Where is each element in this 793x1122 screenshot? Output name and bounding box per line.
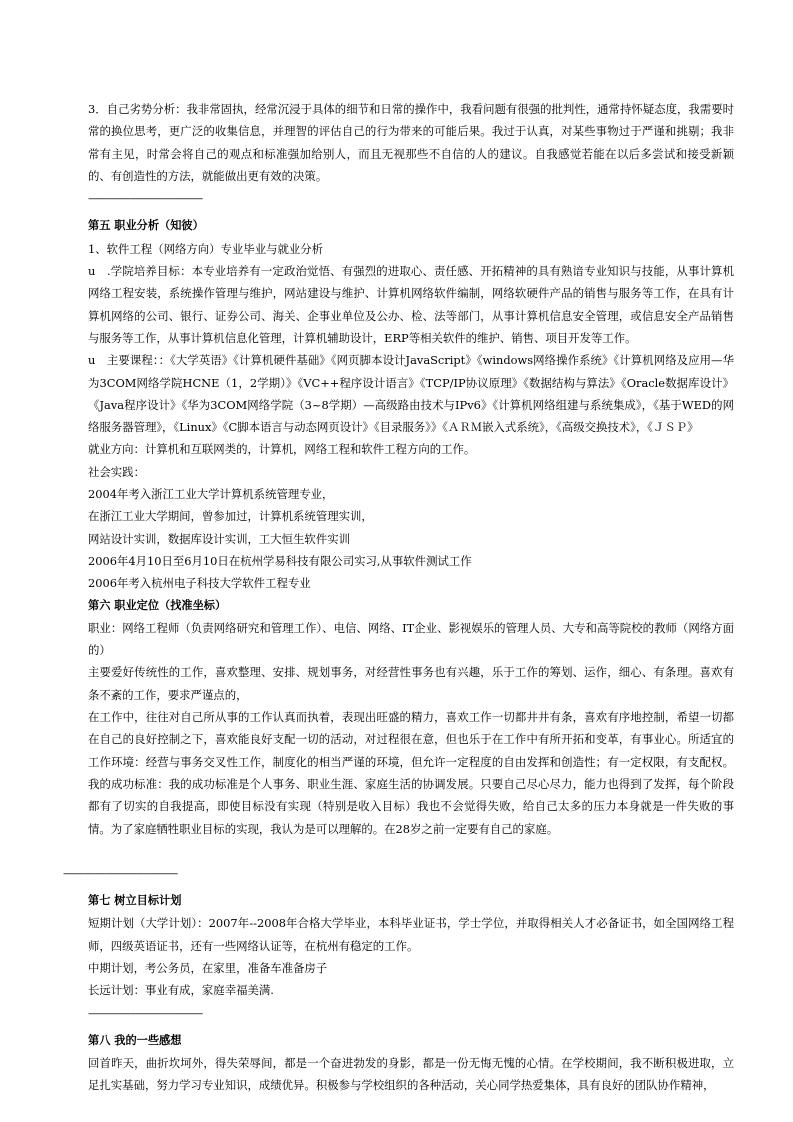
short-term-plan: 短期计划（大学计划）：2007年--2008年合格大学毕业，本科毕业证书，学士学位，并取得相关人才必备证书，如全国网络工程师，四级英语证书，还有一些网络认证等，在杭州有稳定的工作。 <box>88 916 734 953</box>
section-six-heading: 第六 职业定位（找准坐标） <box>88 598 227 612</box>
practice-item: 2006年4月10日至6月10日在杭州学易科技有限公司实习,从事软件测试工作 <box>88 553 472 568</box>
employment-direction: 就业方向：计算机和互联网类的，计算机，网络工程和软件工程方向的工作。 <box>88 442 476 457</box>
section-seven-heading: 第七 树立目标计划 <box>88 894 182 908</box>
section-eight-heading: 第八 我的一些感想 <box>88 1033 182 1047</box>
separator-rule: ——————————— <box>63 865 178 880</box>
separator-rule: ——————————— <box>88 191 203 206</box>
main-courses-paragraph: u 主要课程：：《大学英语》《计算机硬件基础》《网页脚本设计JavaScript》《windows网络操作系统》《计算机网络及应用—华为3COM网络学院HCNE（1，2学期）》《VC++程序设计语言》《TCP/IP协议原理》《数据结构与算法》《Oracle数据库设计》《Java程序设计》《华为3COM网络学院（3~8学期）—高级路由技术与IPv6》《计算机网络组建与系统集成》，《基于WED的网络服务器管理》，《Linux》《C脚本语言与动态网页设计》《目录服务》》《ＡＲＭ嵌入式系统》，《高级交换技术》，《ＪＳＰ》 <box>88 353 734 435</box>
practice-item: 在浙江工业大学期间，曾参加过，计算机系统管理实训， <box>88 509 373 524</box>
long-term-plan: 长远计划：事业有成，家庭幸福美满. <box>88 983 274 998</box>
practice-item: 2006年考入杭州电子科技大学软件工程专业 <box>88 576 311 591</box>
major-analysis-subtitle: 1、软件工程（网络方向）专业毕业与就业分析 <box>88 241 324 256</box>
mid-term-plan: 中期计划，考公务员，在家里，准备车准备房子 <box>88 960 328 975</box>
weakness-analysis-paragraph: 3．自己劣势分析：我非常固执，经常沉浸于具体的细节和日常的操作中，我看问题有很强的批判性，通常持怀疑态度，我需要时常的换位思考，更广泛的收集信息，并理智的评估自己的行为带来的可能后果。我过于认真，对某些事物过于严谨和挑剔；我非常有主见，时常会将自己的观点和标准强加给别人，而且无视那些不自信的人的建议。自我感觉若能在以后多尝试和接受新颖的、有创造性的方法，就能做出更有效的决策。 <box>88 102 734 183</box>
social-practice-label: 社会实践： <box>88 464 145 479</box>
practice-item: 2004年考入浙江工业大学计算机系统管理专业， <box>88 487 334 502</box>
reflection-paragraph: 回首昨天，曲折坎坷外，得失荣辱间，都是一个奋进勃发的身影，都是一份无悔无愧的心情。在学校期间，我不断积极进取，立足扎实基础，努力学习专业知识，成绩优异。积极参与学校组织的各种活动，关心同学热爱集体，具有良好的团队协作精神， <box>88 1056 734 1093</box>
training-goal-paragraph: u .学院培养目标：本专业培养有一定政治觉悟、有强烈的进取心、责任感、开拓精神的具有熟谙专业知识与技能，从事计算机网络工程安装，系统操作管理与维护，网站建设与维护、计算机网络软件编制，网络软硬件产品的销售与服务等工作，在具有计算机网络的公司、银行、证券公司、海关、企事业单位及公办、检、法等部门，从事计算机信息安全管理，或信息安全产品销售与服务等工作，从事计算机信息化管理，计算机辅助设计，ERP等相关软件的维护、销售、项目开发等工作。 <box>88 264 734 345</box>
career-position-paragraph: 职业：网络工程师（负责网络研究和管理工作）、电信、网络、IT企业、影视娱乐的管理人员、大专和高等院校的教师（网络方面的） <box>88 620 734 658</box>
section-five-heading: 第五 职业分析（知彼） <box>88 219 204 233</box>
work-style-paragraph: 在工作中，往往对自己所从事的工作认真而执着，表现出旺盛的精力，喜欢工作一切都井井有条，喜欢有序地控制，希望一切都在自己的良好控制之下，喜欢能良好支配一切的活动，对过程很在意，但也乐于在工作中有所开拓和变革，有事业心。所适宜的工作环境：经营与事务交叉性工作，制度化的相当严谨的环境，但允许一定程度的自由发挥和创造性；有一定权限，有支配权。我的成功标准：我的成功标准是个人事务、职业生涯、家庭生活的协调发展。只要自己尽心尽力，能力也得到了发挥，每个阶段都有了切实的自我提高，即使目标没有实现（特别是收入目标）我也不会觉得失败，给自己太多的压力本身就是一件失败的事情。为了家庭牺牲职业目标的实现，我认为是可以理解的。在28岁之前一定要有自己的家庭。 <box>88 710 734 836</box>
document-body <box>63 98 734 1097</box>
practice-item: 网站设计实训，数据库设计实训，工大恒生软件实训 <box>88 531 350 546</box>
interests-paragraph: 主要爱好传统性的工作，喜欢整理、安排、规划事务，对经营性事务也有兴趣，乐于工作的筹划、运作，细心、有条理。喜欢有条不紊的工作，要求严谨点的， <box>88 665 734 702</box>
separator-rule: ——————————— <box>88 1005 203 1020</box>
